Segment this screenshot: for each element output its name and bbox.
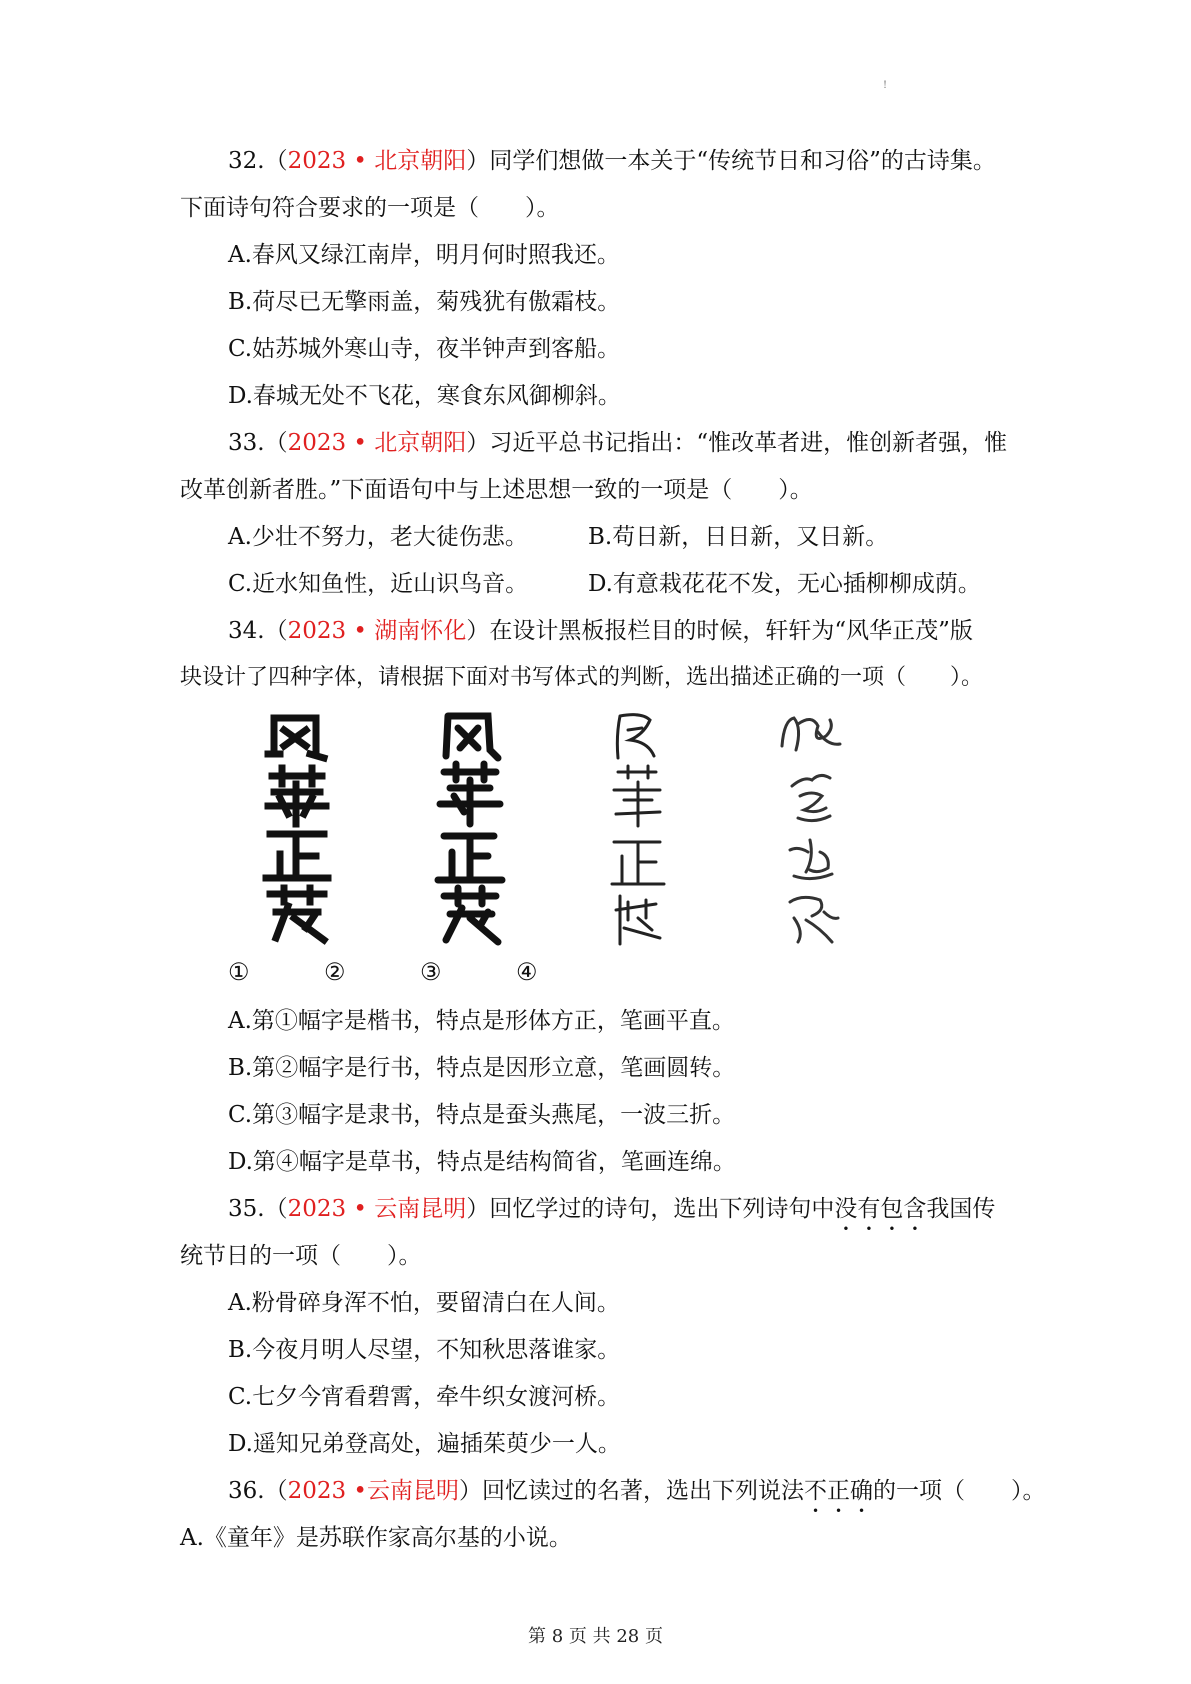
calligraphy-sample-3 (594, 706, 684, 946)
q34-stem-line1: 34.（2023 • 湖南怀化）在设计黑板报栏目的时候，轩轩为“风华正茂”版 (228, 618, 973, 644)
page-footer: 第 8 页 共 28 页 (528, 1626, 663, 1647)
q35-option-b: B.今夜月明人尽望，不知秋思落谁家。 (228, 1337, 621, 1363)
question-text: 在设计黑板报栏目的时候，轩轩为“风华正茂”版 (489, 618, 973, 644)
q35-option-a: A.粉骨碎身浑不怕，要留清白在人间。 (228, 1290, 620, 1316)
q35-option-c: C.七夕今宵看碧霄，牵牛织女渡河桥。 (228, 1384, 621, 1410)
q34-option-c: C.第③幅字是隶书，特点是蚕头燕尾，一波三折。 (228, 1102, 736, 1128)
question-number: 35. (228, 1196, 265, 1222)
question-source: 2023 •云南昆明 (287, 1478, 459, 1504)
q34-option-a: A.第①幅字是楷书，特点是形体方正，笔画平直。 (228, 1008, 735, 1034)
q33-option-d: D.有意栽花花不发，无心插柳柳成荫。 (588, 571, 981, 597)
label-1: ① (228, 958, 250, 986)
question-number: 34. (228, 618, 265, 644)
question-number: 32. (228, 148, 265, 174)
header-mark: ! (883, 80, 888, 91)
q33-option-c: C.近水知鱼性，近山识鸟音。 (228, 571, 529, 597)
q36-stem-line1: 36.（2023 •云南昆明）回忆读过的名著，选出下列说法不正确的一项（ ）。 (228, 1478, 1046, 1504)
calligraphy-image (180, 706, 1020, 946)
q33-options-row1 (180, 514, 1020, 561)
emphasized-text: 不正确 (804, 1478, 873, 1504)
question-number: 36. (228, 1478, 265, 1504)
emphasized-text: 没有包含 (834, 1196, 927, 1222)
q33-stem-line2: 改革创新者胜。”下面语句中与上述思想一致的一项是（ ）。 (180, 477, 813, 503)
q32-stem-line2: 下面诗句符合要求的一项是（ ）。 (180, 195, 560, 221)
label-4: ④ (516, 958, 538, 986)
question-text: 同学们想做一本关于“传统节日和习俗”的古诗集。 (489, 148, 996, 174)
q35-stem-line2: 统节日的一项（ ）。 (180, 1243, 422, 1269)
label-2: ② (324, 958, 346, 986)
question-text: 习近平总书记指出：“惟改革者进，惟创新者强，惟 (489, 430, 1008, 456)
content (180, 138, 1046, 1562)
q32-option-d: D.春城无处不飞花，寒食东风御柳斜。 (228, 383, 621, 409)
q33-option-a: A.少壮不努力，老大徒伤悲。 (228, 524, 528, 550)
label-3: ③ (420, 958, 442, 986)
q36-option-a: A.《童年》是苏联作家高尔基的小说。 (180, 1525, 572, 1551)
calligraphy-sample-4 (768, 706, 858, 946)
calligraphy-sample-1 (254, 706, 344, 946)
q34-option-b: B.第②幅字是行书，特点是因形立意，笔画圆转。 (228, 1055, 736, 1081)
q32-option-c: C.姑苏城外寒山寺，夜半钟声到客船。 (228, 336, 621, 362)
q35-stem-line1: 35.（2023 • 云南昆明）回忆学过的诗句，选出下列诗句中没有包含我国传 (228, 1196, 996, 1222)
calligraphy-labels (180, 946, 1020, 998)
q35-option-d: D.遥知兄弟登高处，遍插茱萸少一人。 (228, 1431, 621, 1457)
q33-stem-line1: 33.（2023 • 北京朝阳）习近平总书记指出：“惟改革者进，惟创新者强，惟 (228, 430, 1008, 456)
question-source: 2023 • 北京朝阳 (287, 148, 467, 174)
question-source: 2023 • 北京朝阳 (287, 430, 467, 456)
question-number: 33. (228, 430, 265, 456)
q32-option-a: A.春风又绿江南岸，明月何时照我还。 (228, 242, 620, 268)
q34-option-d: D.第④幅字是草书，特点是结构简省，笔画连绵。 (228, 1149, 736, 1175)
q32-option-b: B.荷尽已无擎雨盖，菊残犹有傲霜枝。 (228, 289, 621, 315)
q33-option-b: B.苟日新，日日新，又日新。 (588, 524, 889, 550)
q32-stem-line1: 32.（2023 • 北京朝阳）同学们想做一本关于“传统节日和习俗”的古诗集。 (228, 148, 996, 174)
calligraphy-sample-2 (426, 706, 516, 946)
q34-stem-line2: 块设计了四种字体，请根据下面对书写体式的判断，选出描述正确的一项（ ）。 (180, 665, 984, 690)
q33-options-row2 (180, 561, 1020, 608)
question-source: 2023 • 湖南怀化 (287, 618, 467, 644)
question-source: 2023 • 云南昆明 (287, 1196, 467, 1222)
